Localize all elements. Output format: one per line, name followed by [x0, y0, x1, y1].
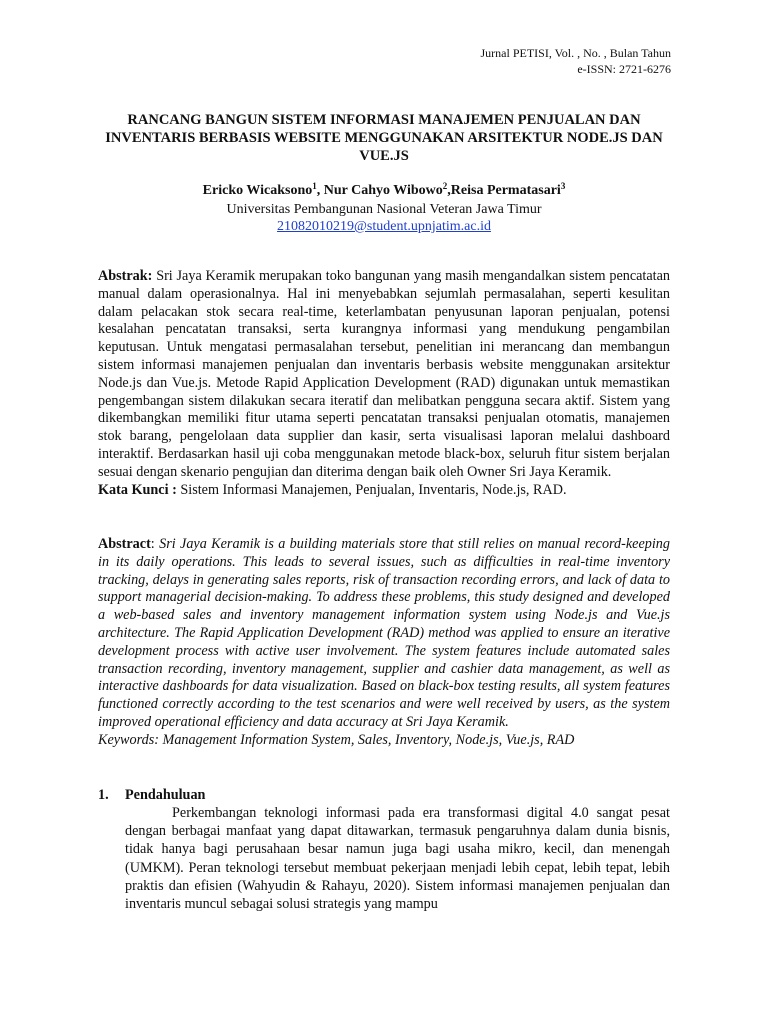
author-list: [90, 182, 678, 200]
introduction-paragraph: Perkembangan teknologi informasi pada era transformasi digital 4.0 sangat pesat dengan berbagai manfaat yang dapat ditawarkan, termasuk pengaruhnya dalam dunia bisnis, tidak hanya bagi perusahaan besar namun juga bagi usaha mikro, kecil, dan menengah (UMKM). Peran teknologi tersebut membuat pekerjaan menjadi lebih cepat, lebih tepat, lebih praktis dan efisien (Wahyudin & Rahayu, 2020). Sistem informasi manajemen penjualan dan inventaris muncul sebagai solusi strategis yang mampu: [125, 805, 670, 913]
kata-kunci-line: [98, 482, 670, 500]
abstract-colon: :: [150, 536, 155, 552]
kata-kunci-label: Kata Kunci :: [98, 481, 177, 498]
author-name: Ericko Wicaksono: [202, 183, 313, 198]
author-email: [90, 218, 678, 235]
author-name: Reisa Permatasari: [450, 183, 561, 198]
abstrak-section: [98, 268, 670, 499]
section-title: Pendahuluan: [125, 787, 206, 803]
kata-kunci-text: Sistem Informasi Manajemen, Penjualan, Inventaris, Node.js, RAD.: [180, 481, 567, 498]
abstrak-paragraph: [98, 268, 670, 482]
abstract-section: [98, 536, 670, 750]
abstrak-text: Sri Jaya Keramik merupakan toko bangunan yang masih mengandalkan sistem pencatatan manual dalam operasionalnya. Hal ini menyebabkan sejumlah permasalahan, seperti kesulitan dalam pelacakan stok secara real-time, keterlambatan penyusunan laporan penjualan, potensi kesalahan pencatatan transaksi, serta kurangnya informasi yang mendukung pengambilan keputusan. Untuk mengatasi permasalahan tersebut, penelitian ini merancang dan membangun sistem informasi manajemen penjualan dan inventaris berbasis website menggunakan arsitektur Node.js dan Vue.js. Metode Rapid Application Development (RAD) digunakan untuk memastikan pengembangan sistem dilakukan secara iteratif dan melibatkan pengguna secara aktif. Sistem yang dikembangkan memiliki fitur utama seperti pencatatan transaksi penjualan otomatis, manajemen stok barang, pengelolaan data supplier dan kasir, serta visualisasi laporan melalui dashboard interaktif. Berdasarkan hasil uji coba menggunakan metode black-box, seluruh fitur sistem berjalan sesuai dengan skenario pengujian dan diterima dengan baik oleh Owner Sri Jaya Keramik.: [98, 268, 670, 480]
abstract-paragraph: [98, 536, 670, 732]
journal-citation: Jurnal PETISI, Vol. , No. , Bulan Tahun: [480, 46, 671, 60]
abstract-label: Abstract: [98, 536, 151, 552]
author-affiliation-mark: 1: [312, 181, 317, 191]
section-heading: [98, 786, 205, 804]
paper-title: RANCANG BANGUN SISTEM INFORMASI MANAJEMEN PENJUALAN DAN INVENTARIS BERBASIS WEBSITE MENGGUNAKAN ARSITEKTUR NODE.JS DAN VUE.JS: [105, 112, 663, 164]
author-affiliation-mark: 3: [560, 181, 566, 191]
section-number: 1.: [98, 787, 109, 803]
abstract-text: Sri Jaya Keramik is a building materials store that still relies on manual record-keeping in its daily operations. This leads to several issues, such as difficulties in real-time inventory tracking, delays in generating sales reports, risk of transaction recording errors, and lack of data to support managerial decision-making. To address these problems, this study designed and developed a web-based sales and inventory management information system using Node.js and Vue.js architecture. The Rapid Application Development (RAD) method was applied to ensure an iterative development process with active user involvement. The system features include automated sales transaction recording, inventory management, supplier and cashier data management, as well as interactive dashboards for data visualization. Based on black-box testing results, all system features functioned correctly according to the test scenarios and were well received by users, as the system improved operational efficiency and data accuracy at Sri Jaya Keramik.: [98, 536, 670, 730]
author-affiliation-mark: 2: [442, 181, 448, 191]
author-separator: ,: [316, 183, 324, 198]
journal-header: [481, 45, 672, 77]
author-affiliation: Universitas Pembangunan Nasional Veteran Jawa Timur: [226, 202, 542, 217]
email-link[interactable]: 21082010219@student.upnjatim.ac.id: [277, 219, 491, 234]
author-name: Nur Cahyo Wibowo: [323, 183, 443, 198]
author-separator: ,: [447, 183, 451, 198]
journal-issn: e-ISSN: 2721-6276: [577, 62, 671, 76]
keywords-line: Keywords: Management Information System, Sales, Inventory, Node.js, Vue.js, RAD: [98, 731, 575, 748]
abstrak-label: Abstrak:: [98, 268, 153, 284]
